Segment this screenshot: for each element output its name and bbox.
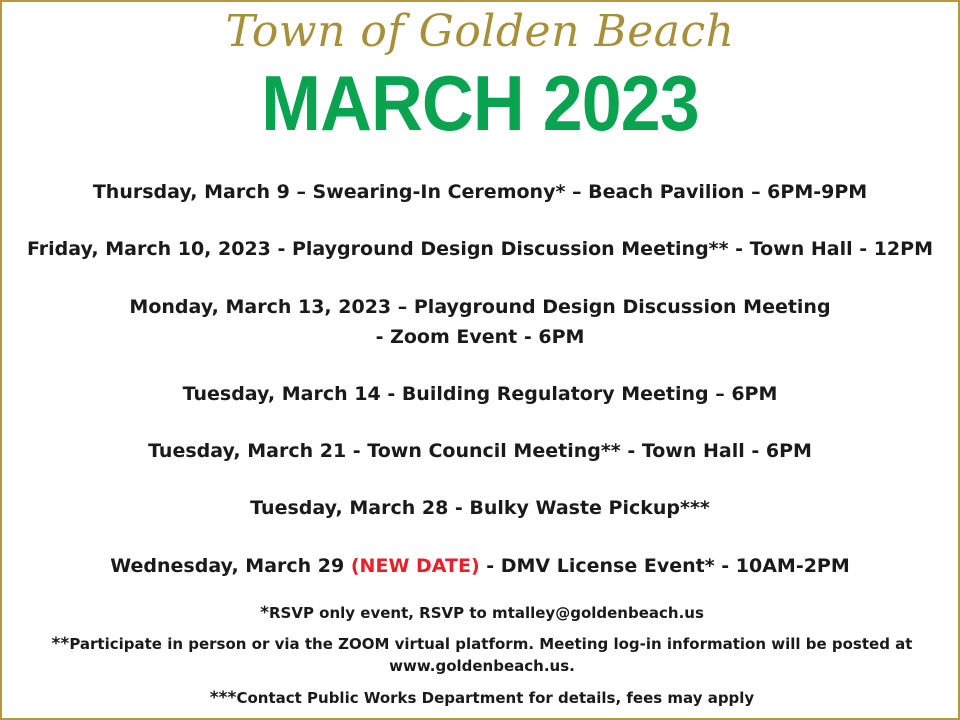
event-text: - DMV License Event* - 10AM-2PM [479, 555, 850, 577]
event-text: Wednesday, March 29 [110, 555, 351, 577]
event-item: Tuesday, March 14 - Building Regulatory Meeting – 6PM [182, 383, 778, 405]
event-item: Thursday, March 9 – Swearing-In Ceremony* – Beach Pavilion – 6PM-9PM [92, 181, 868, 203]
footnote-marker: * [260, 603, 269, 623]
event-item [2, 551, 958, 581]
footnote [42, 633, 922, 677]
month-title: MARCH 2023 [261, 59, 699, 147]
event-item: Tuesday, March 28 - Bulky Waste Pickup*** [250, 497, 710, 519]
footnote-marker: ** [51, 634, 70, 654]
town-name-heading: Town of Golden Beach [225, 6, 735, 57]
event-item: Friday, March 10, 2023 - Playground Design Discussion Meeting** - Town Hall - 12PM [27, 238, 933, 260]
footnote [42, 602, 922, 624]
footnote-text: Participate in person or via the ZOOM virtual platform. Meeting log-in information will be posted at www.goldenbeach.us. [69, 635, 913, 675]
footnote-text: Contact Public Works Department for details, fees may apply [236, 689, 755, 707]
event-line: - Zoom Event - 6PM [375, 326, 585, 348]
event-item [2, 292, 958, 352]
footnote [42, 687, 922, 709]
footnote-text: RSVP only event, RSVP to mtalley@goldenbeach.us [268, 604, 704, 622]
footnote-marker: *** [209, 688, 237, 708]
event-line: Monday, March 13, 2023 – Playground Design Discussion Meeting [129, 296, 831, 318]
new-date-label: (NEW DATE) [350, 555, 480, 577]
event-item: Tuesday, March 21 - Town Council Meeting** - Town Hall - 6PM [148, 440, 812, 462]
